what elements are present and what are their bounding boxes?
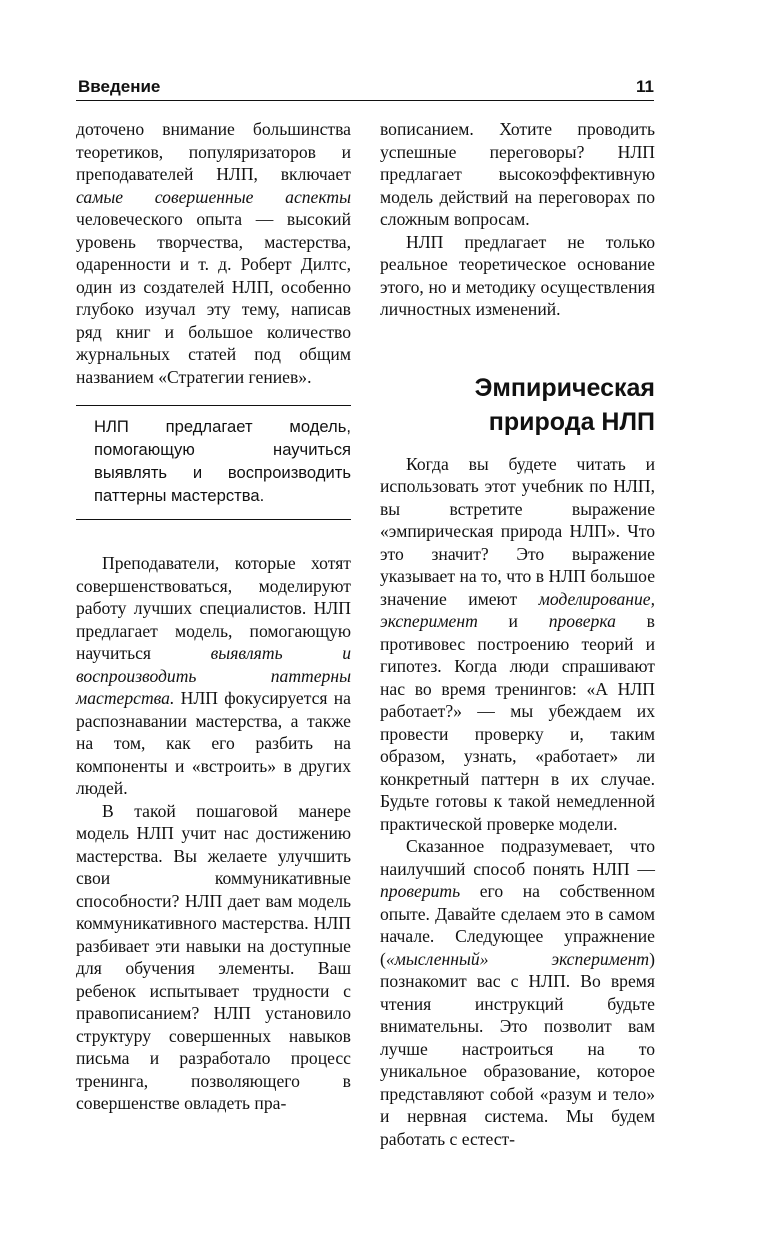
book-page	[76, 74, 654, 1174]
emphasis: моделирование, эксперимент	[380, 588, 655, 631]
emphasis: проверка	[548, 611, 616, 631]
callout-box	[76, 405, 351, 520]
paragraph: В такой пошаговой манере модель НЛП учит нас достижению мастерства. Вы желаете улучшить свои коммуникативные способности? НЛП дает вам модель коммуникативного мастерства. НЛП разбивает эти навыки на доступные для обучения элементы. Ваш ребенок испытывает трудности с правописанием? НЛП установило структуру совершенных навыков письма и разработало процесс тренинга, позволяющего в совершенстве овладеть пра-	[76, 800, 351, 1113]
page-number: 11	[636, 77, 654, 96]
paragraph: доточено внимание большинства теоретиков, популяризаторов и преподавателей НЛП, включает самые совершенные аспекты человеческого опыта — высокий уровень творчества, мастерства, одаренности и т. д. Роберт Дилтс, один из создателей НЛП, особенно глубоко изучал эту тему, написав ряд книг и большое количество журнальных статей под общим названием «Стратегии гениев».	[76, 119, 351, 387]
running-header	[76, 74, 654, 101]
paragraph: НЛП предлагает не только реальное теоретическое основание этого, но и методику осуществления личностных изменений.	[380, 231, 655, 319]
paragraph: Преподаватели, которые хотят совершенствоваться, моделируют работу лучших специалистов. НЛП предлагает модель, помогающую научиться выявлять и воспроизводить паттерны мастерства. НЛП фокусируется на распознавании мастерства, а также на том, как его разбить на компоненты и «встроить» в других людей.	[76, 553, 351, 798]
section-heading: Эмпирическая природа НЛП	[474, 373, 655, 436]
chapter-title: Введение	[78, 77, 161, 96]
emphasis: «мысленный» эксперимент	[385, 948, 650, 969]
paragraph: вописанием. Хотите проводить успешные переговоры? НЛП предлагает высокоэффективную модель действий на переговорах по сложным вопросам.	[380, 119, 655, 229]
right-column	[380, 118, 655, 1150]
emphasis: проверить	[380, 881, 461, 901]
callout-text: НЛП предлагает модель, помогающую научиться выявлять и воспроизводить паттерны мастерства.	[94, 417, 351, 505]
paragraph: Сказанное подразумевает, что наилучший способ понять НЛП — проверить его на собственном опыте. Давайте сделаем это в самом начале. Следующее упражнение («мысленный» эксперимент) познакомит вас с НЛП. Во время чтения инструкций будьте внимательны. Это позволит вам лучше настроиться на то уникальное образование, которое представляют собой «разум и тело» и нервная система. Мы будем работать с естест-	[380, 836, 655, 1149]
emphasis: самые совершенные аспекты	[76, 186, 351, 207]
emphasis: выявлять и воспроизводить паттерны мастерства.	[76, 643, 351, 708]
left-column	[76, 118, 351, 1115]
paragraph: Когда вы будете читать и использовать этот учебник по НЛП, вы встретите выражение «эмпирическая природа НЛП». Что это значит? Это выражение указывает на то, что в НЛП большое значение имеют моделирование, эксперимент и проверка в противовес построению теорий и гипотез. Когда люди спрашивают нас во время тренингов: «А НЛП работает?» — мы убеждаем их провести проверку и, таким образом, узнать, «работает» ли конкретный паттерн в их случае. Будьте готовы к такой немедленной практической проверке модели.	[380, 453, 655, 834]
